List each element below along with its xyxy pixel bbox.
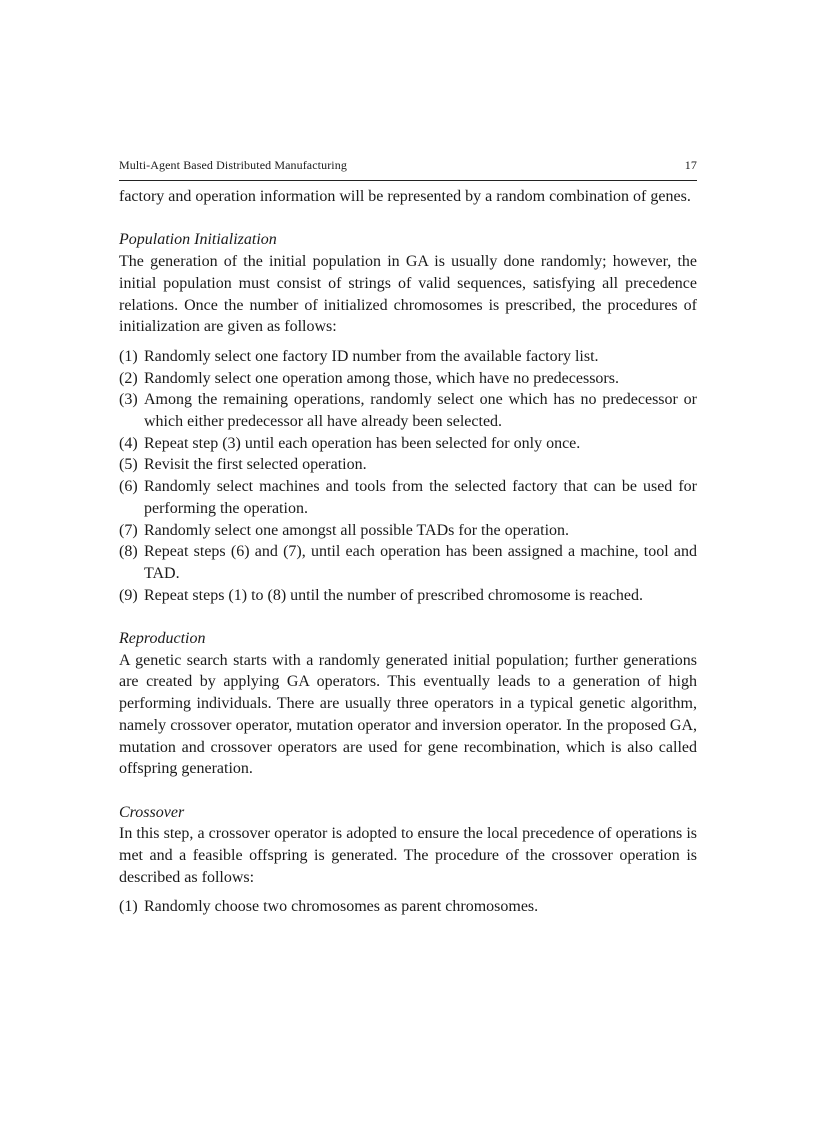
intro-paragraph: factory and operation information will be represented by a random combination of genes.: [119, 188, 691, 205]
section-heading-reproduction: Reproduction: [119, 630, 206, 648]
step-text: Repeat steps (1) to (8) until the number of prescribed chromosome is reached.: [144, 586, 643, 604]
list-item: [119, 433, 697, 455]
page-number: 17: [684, 158, 697, 172]
header-rule: [119, 180, 697, 181]
step-text: Repeat steps (6) and (7), until each operation has been assigned a machine, tool and TAD.: [144, 543, 697, 582]
list-item: [119, 585, 697, 607]
step-number: (9): [119, 586, 138, 604]
step-text: Randomly select one factory ID number from the available factory list.: [144, 347, 599, 365]
population-initialization-paragraph: The generation of the initial population in GA is usually done randomly; however, the initial population must consist of strings of valid sequences, satisfying all precedence relations. Once the number of initialized chromosomes is prescribed, the procedures of initialization are given as follows:: [119, 253, 697, 336]
step-number: (8): [119, 543, 138, 561]
step-number: (1): [119, 347, 138, 365]
list-item: [119, 896, 697, 918]
step-number: (3): [119, 391, 138, 409]
step-number: (7): [119, 521, 138, 539]
step-text: Repeat step (3) until each operation has been selected for only once.: [144, 434, 581, 452]
running-header: [119, 158, 697, 173]
initialization-steps-list: [119, 346, 697, 606]
step-text: Randomly select one operation among those, which have no predecessors.: [144, 369, 619, 387]
list-item: [119, 454, 697, 476]
section-heading-population-initialization: Population Initialization: [119, 231, 277, 249]
reproduction-paragraph: A genetic search starts with a randomly generated initial population; further generations are created by applying GA operators. This eventually leads to a generation of high performing individuals. There are usually three operators in a typical genetic algorithm, namely crossover operator, mutation operator and inversion operator. In the proposed GA, mutation and crossover operators are used for gene recombination, which is also called offspring generation.: [119, 651, 697, 778]
list-item: [119, 476, 697, 519]
list-item: [119, 368, 697, 390]
step-number: (5): [119, 456, 138, 474]
step-text: Randomly choose two chromosomes as parent chromosomes.: [144, 898, 539, 916]
section-heading-crossover: Crossover: [119, 803, 185, 821]
list-item: [119, 520, 697, 542]
list-item: [119, 346, 697, 368]
crossover-paragraph: In this step, a crossover operator is adopted to ensure the local precedence of operations is met and a feasible offspring is generated. The procedure of the crossover operation is described as follows:: [119, 825, 697, 886]
list-item: [119, 541, 697, 584]
running-header-title: Multi-Agent Based Distributed Manufacturing: [119, 158, 347, 172]
list-item: [119, 389, 697, 432]
step-number: (1): [119, 898, 138, 916]
step-text: Randomly select one amongst all possible TADs for the operation.: [144, 521, 570, 539]
step-number: (4): [119, 434, 138, 452]
step-text: Among the remaining operations, randomly select one which has no predecessor or which either predecessor all have already been selected.: [144, 391, 697, 431]
step-number: (2): [119, 369, 138, 387]
crossover-steps-list: [119, 896, 697, 918]
step-text: Randomly select machines and tools from the selected factory that can be used for performing the operation.: [144, 478, 697, 517]
page-body: [119, 186, 697, 918]
step-number: (6): [119, 478, 138, 496]
step-text: Revisit the first selected operation.: [144, 456, 367, 474]
